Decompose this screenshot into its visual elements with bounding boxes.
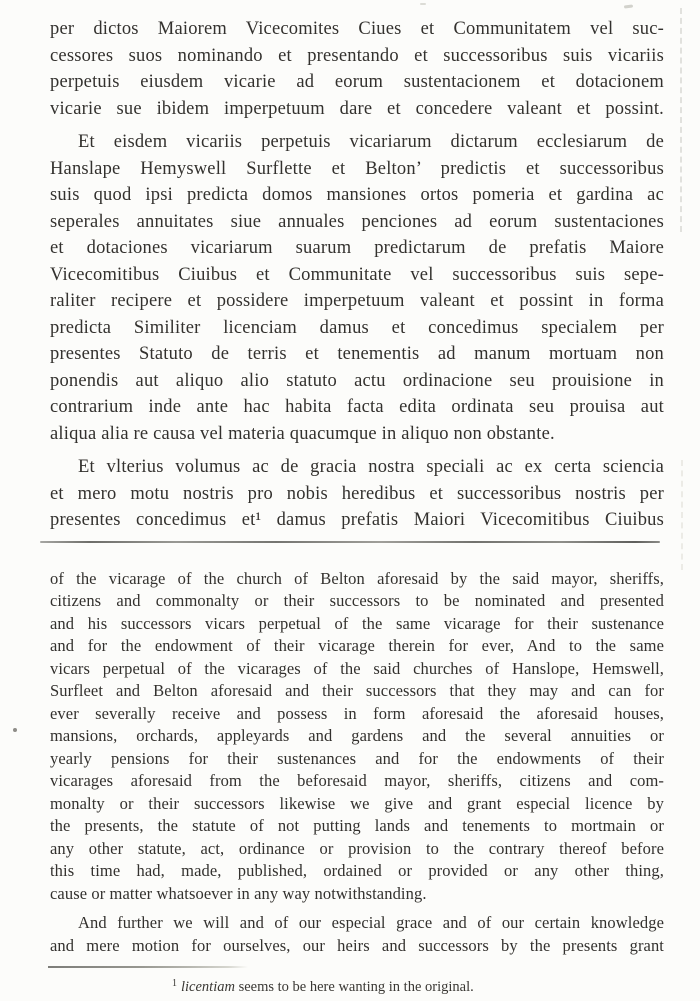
text-line: cessores suos nominando et presentando et successoribus suis vicariis (50, 45, 664, 66)
text-line: and mere motion for ourselves, our heirs and successors by the presents grant (50, 935, 664, 955)
english-paragraph-1 (50, 568, 664, 906)
text-line: predicta Similiter licenciam damus et concedimus specialem per (50, 317, 664, 338)
text-line: Vicecomitibus Ciuibus et Communitate vel successoribus suis sepe- (50, 264, 664, 285)
text-line: citizens and commonalty or their successors to be nominated and presented (50, 591, 664, 610)
text-line: Hanslape Hemyswell Surflette et Belton’ predictis et successoribus (50, 158, 664, 179)
english-translation-section (50, 568, 664, 958)
text-line: et dotaciones vicariarum suarum predictarum de prefatis Maiore (50, 238, 664, 258)
latin-paragraph-2 (50, 129, 664, 447)
latin-paragraph-3 (50, 454, 664, 534)
footnote-term: licentiam (181, 979, 235, 995)
footnote-divider-rule (48, 966, 248, 968)
text-line: contrarium inde ante hac habita facta edita ordinata seu prouisa aut (50, 397, 664, 417)
text-line: monalty or their successors likewise we give and grant especial licence by (50, 793, 664, 813)
text-line: yearly pensions for their sustenances and for the endowments of their (50, 748, 664, 768)
text-line: ever severally receive and possess in form aforesaid the aforesaid houses, (50, 703, 664, 723)
text-line: raliter recipere et possidere imperpetuum valeant et possint in forma (50, 291, 664, 311)
text-line: presentes Statuto de terris et tenementis ad manum mortuam non (50, 344, 664, 364)
latin-text-section (50, 16, 664, 534)
footnote-text: seems to be here wanting in the original. (234, 979, 474, 995)
text-line: And further we will and of our especial grace and of our certain knowledge (78, 913, 664, 932)
text-line: Et vlterius volumus ac de gracia nostra speciali ac ex certa sciencia (78, 457, 664, 477)
text-line: ponendis aut aliquo alio statuto actu ordinacione seu prouisione in (50, 370, 664, 391)
english-paragraph-2 (50, 912, 664, 957)
text-line: suis quod ipsi predicta domos mansiones ortos pomeria et gardina ac (50, 185, 664, 205)
text-line: vicarages aforesaid from the beforesaid mayor, sheriffs, citizens and com- (50, 771, 664, 790)
text-line: vicars perpetual of the vicarages of the said churches of Hanslope, Hemswell, (50, 658, 664, 678)
text-line: of the vicarage of the church of Belton aforesaid by the said mayor, sheriffs, (50, 568, 664, 588)
footnote (172, 977, 664, 997)
text-line: cause or matter whatsoever in any way notwithstanding. (50, 883, 427, 903)
text-line: mansions, orchards, appleyards and gardens and the several annuities or (50, 726, 664, 745)
section-divider-rule (40, 541, 660, 543)
latin-paragraph-1 (50, 16, 664, 122)
text-line: and his successors vicars perpetual of the same vicarage for their sustenance (50, 613, 664, 633)
text-line: perpetuis eiusdem vicarie ad eorum sustentacionem et dotacionem (50, 72, 664, 92)
text-line: presentes concedimus et¹ damus prefatis Maiori Vicecomitibus Ciuibus (50, 510, 664, 530)
text-line: this time had, made, published, ordained or provided or any other thing, (50, 861, 664, 880)
footnote-marker: 1 (172, 978, 177, 989)
text-line: the presents, the statute of not putting lands and tenements to mortmain or (50, 816, 664, 835)
text-line: Et eisdem vicariis perpetuis vicariarum dictarum ecclesiarum de (78, 132, 664, 152)
text-line: aliqua alia re causa vel materia quacumque in aliquo non obstante. (50, 423, 555, 444)
text-line: per dictos Maiorem Vicecomites Ciues et Communitatem vel suc- (50, 19, 664, 39)
text-line: Surfleet and Belton aforesaid and their successors that they may and can for (50, 681, 664, 700)
text-line: seperales annuitates siue annuales penciones ad eorum sustentaciones (50, 211, 664, 232)
text-line: and for the endowment of their vicarage therein for ever, And to the same (50, 636, 664, 655)
text-line: vicarie sue ibidem imperpetuum dare et concedere valeant et possint. (50, 98, 664, 119)
text-line: any other statute, act, ordinance or provision to the contrary thereof before (50, 838, 664, 858)
text-line: et mero motu nostris pro nobis heredibus et successoribus nostris per (50, 483, 664, 504)
